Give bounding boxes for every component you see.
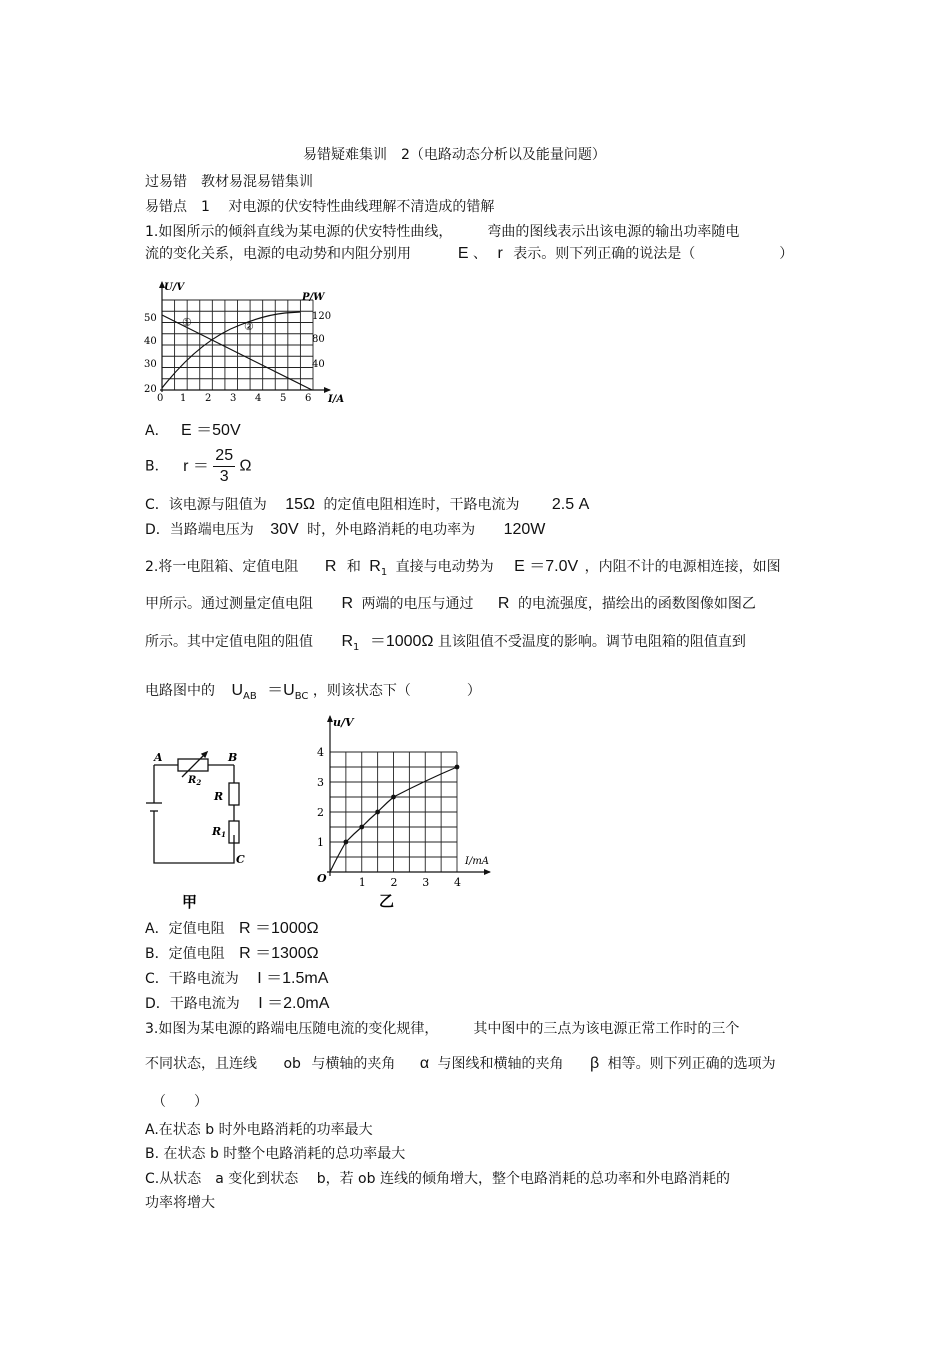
q1-option-c-value2: 2.5 A: [551, 496, 590, 513]
q2-option-c-value: I ＝1.5mA: [257, 970, 329, 987]
q2-ytick: 2: [317, 806, 324, 819]
q2-data-point: [343, 840, 348, 845]
q3-paren: （ ）: [152, 1094, 208, 1110]
q2-text: ，内阻不计的电源相连接，如图: [584, 559, 781, 575]
q2-option-d-value: I ＝2.0mA: [258, 995, 330, 1012]
circuit-R2: [187, 775, 201, 787]
q2-text: 直接与电动势为: [395, 559, 494, 575]
q2-text: 所示。其中定值电阻的阻值: [145, 634, 313, 650]
q2-graph-ylabel: u/V: [333, 716, 354, 729]
q2-option-c: [145, 970, 328, 988]
q2-xtick: 2: [390, 876, 398, 889]
q1-xlabel: I/A: [328, 394, 345, 405]
q2-text: 甲所示。通过测量定值电阻: [145, 596, 313, 612]
circuit-R1-sub: 1: [221, 830, 227, 839]
q1-E: E: [457, 245, 469, 262]
q2-U-sub: AB: [243, 691, 257, 702]
q2-data-point: [391, 795, 396, 800]
q1-ytick: 50: [144, 313, 157, 324]
q2-graph-caption: 乙: [379, 892, 395, 910]
q1-option-c-value: 15Ω: [285, 496, 315, 513]
q1-mark1: ①: [182, 316, 192, 329]
q2-data-point: [455, 765, 460, 770]
q2-U-sub: BC: [294, 691, 309, 702]
q2-option-c-label: C．干路电流为: [145, 971, 239, 987]
q2-option-b-label: B．定值电阻: [145, 946, 225, 962]
q2-U: U: [231, 682, 244, 699]
q2-option-a-value: R ＝1000Ω: [239, 920, 319, 937]
q1-ylabel: U/V: [164, 282, 185, 293]
q2-E: E ＝7.0V: [514, 558, 579, 575]
q1-option-d-mid: 时，外电路消耗的电功率为: [307, 522, 476, 538]
circuit-R2-sub: 2: [196, 778, 202, 787]
q1-line2-tail: 表示。则下列正确的说法是（ ）: [513, 246, 794, 262]
q1-option-a-label: A．: [145, 423, 169, 439]
circuit-R1-letter: R: [212, 825, 222, 838]
q2-option-a: [145, 920, 319, 938]
q2-graph-xlabel: I/mA: [465, 856, 490, 867]
q3-beta: β: [589, 1055, 600, 1072]
q1-option-c-label: C．该电源与阻值为: [145, 497, 267, 513]
q1-ytick: 30: [144, 359, 157, 370]
q1-option-b-pre: r ＝: [183, 457, 209, 475]
q2-R1: R: [341, 633, 354, 650]
q2-R1-value: ＝1000Ω: [369, 633, 434, 650]
q1-option-b-den: 3: [219, 468, 229, 485]
q3-line2: [145, 1055, 776, 1073]
q2-line4: [145, 682, 481, 702]
q2-R1-sub: 1: [353, 642, 360, 653]
q1-option-d: [145, 521, 545, 539]
q2-data-point: [359, 825, 364, 830]
circuit-R1: [211, 825, 226, 839]
q2-ytick: 1: [317, 836, 324, 849]
q1-figure: [140, 280, 355, 405]
circuit-caption: 甲: [182, 893, 198, 911]
q2-line2: [145, 595, 756, 613]
q3-option-c: C.从状态 a 变化到状态 b，若 ob 连线的倾角增大，整个电路消耗的总功率和外电路消耗的: [145, 1171, 730, 1187]
q1-option-c-mid: 的定值电阻相连时，干路电流为: [323, 497, 520, 513]
q2-R: R: [341, 595, 354, 612]
q1-line1: 1.如图所示的倾斜直线为某电源的伏安特性曲线， 弯曲的图线表示出该电源的输出功率随电: [145, 224, 740, 240]
q1-ytick: 40: [144, 336, 157, 347]
q1-option-b-unit: Ω: [239, 457, 252, 475]
q1-xtick: 1: [180, 393, 187, 404]
circuit-R2-letter: R: [188, 775, 197, 786]
q2-R1-sub: 1: [380, 567, 388, 578]
q2-eq: ＝U: [267, 682, 295, 699]
q2-option-b-value: R ＝1300Ω: [239, 945, 319, 962]
q3-text: 与图线和横轴的夹角: [437, 1056, 564, 1072]
q3-line1: 3.如图为某电源的路端电压随电流的变化规律， 其中图中的三点为该电源正常工作时的三个: [145, 1021, 740, 1037]
q2-line1: [145, 558, 781, 578]
q1-option-b-label: B．: [145, 458, 169, 475]
q2-R: R: [497, 595, 510, 612]
q1-line2-text: 流的变化关系，电源的电动势和内阻分别用: [145, 246, 411, 262]
q1-option-d-label: D．当路端电压为: [145, 522, 254, 538]
q2-R1: R: [369, 558, 381, 575]
q1-option-a-value: E ＝50V: [181, 422, 241, 439]
circuit-R: R: [214, 790, 224, 803]
q1-y2tick: 40: [312, 359, 325, 370]
q2-text: 和: [346, 559, 361, 575]
page-title: 易错疑难集训 2（电路动态分析以及能量问题）: [303, 147, 606, 163]
section-heading: 过易错 教材易混易错集训: [145, 174, 313, 190]
q1-y2tick: 120: [312, 311, 332, 322]
q1-xtick: 2: [205, 393, 212, 404]
q2-option-d: [145, 995, 329, 1013]
q1-mark2: ②: [244, 320, 254, 333]
q2-xtick: 4: [454, 876, 461, 889]
q1-xtick: 4: [255, 393, 262, 404]
q2-text: 的电流强度，描绘出的函数图像如图乙: [517, 596, 756, 612]
q3-option-a: A.在状态 b 时外电路消耗的功率最大: [145, 1122, 373, 1138]
q2-xtick: 1: [358, 876, 366, 889]
q2-option-b: [145, 945, 319, 963]
q1-line2: [145, 245, 793, 263]
q1-r: r: [497, 245, 503, 262]
q3-option-c-cont: 功率将增大: [145, 1195, 215, 1211]
point-heading: 易错点 1 对电源的伏安特性曲线理解不清造成的错解: [145, 199, 495, 215]
q2-text: 且该阻值不受温度的影响。调节电阻箱的阻值直到: [437, 634, 746, 650]
q1-option-b: [145, 446, 252, 487]
q2-ytick: 4: [317, 746, 324, 759]
q2-circuit: [140, 745, 260, 915]
q2-graph-origin: O: [317, 872, 327, 885]
q1-option-b-num: 25: [213, 446, 235, 467]
q2-line3: [145, 633, 746, 653]
q1-option-a: [145, 422, 241, 440]
q2-ytick: 3: [317, 776, 324, 789]
q2-text: 电路图中的: [145, 683, 215, 699]
q1-option-c: [145, 496, 589, 514]
q1-xtick: 5: [280, 393, 287, 404]
circuit-B: B: [228, 751, 238, 764]
q2-xtick: 3: [422, 876, 430, 889]
q2-text: 两端的电压与通过: [361, 596, 474, 612]
q1-xtick: 0: [157, 393, 164, 404]
q2-R: R: [324, 558, 337, 575]
q3-ob: ob: [283, 1056, 301, 1072]
q3-text: 相等。则下列正确的选项为: [607, 1056, 776, 1072]
q2-text: 2.将一电阻箱、定值电阻: [145, 559, 299, 575]
q3-alpha: α: [419, 1055, 430, 1072]
q2-option-a-label: A．定值电阻: [145, 921, 225, 937]
q1-option-d-value: 30V: [270, 521, 299, 538]
q2-text: ，则该状态下（ ）: [312, 683, 481, 699]
q3-text: 不同状态，且连线: [145, 1056, 257, 1072]
q1-y2tick: 80: [312, 334, 325, 345]
q1-option-d-value2: 120W: [503, 521, 546, 538]
q1-option-b-fraction: [213, 446, 235, 487]
q3-text: 与横轴的夹角: [311, 1056, 396, 1072]
q2-data-point: [375, 810, 380, 815]
q1-ytick: 20: [144, 384, 157, 395]
q2-option-d-label: D．干路电流为: [145, 996, 240, 1012]
circuit-C: C: [236, 853, 245, 866]
q2-graph: [305, 712, 500, 912]
q1-sep: 、: [473, 246, 488, 262]
q1-xtick: 6: [305, 393, 312, 404]
circuit-A: A: [154, 751, 163, 764]
q1-y2label: P/W: [302, 292, 325, 303]
q1-xtick: 3: [230, 393, 237, 404]
q3-option-b: B. 在状态 b 时整个电路消耗的总功率最大: [145, 1146, 406, 1162]
